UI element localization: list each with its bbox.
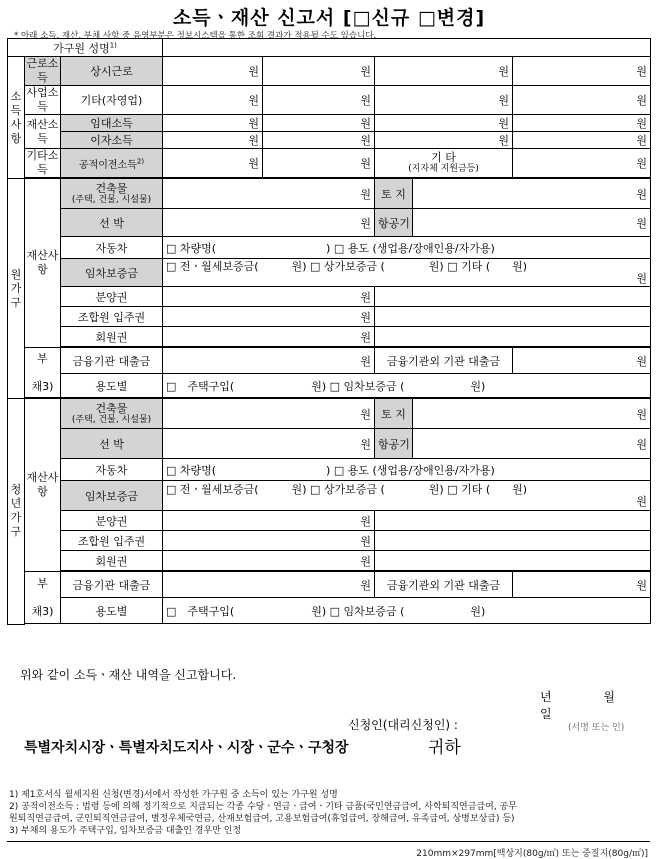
signature-placeholder[interactable]: (서명 또는 인)	[568, 723, 625, 733]
household-name-header: 가구원 성명$^{1)}$	[8, 39, 163, 57]
income-amount[interactable]: 원	[163, 115, 263, 132]
presale-amount[interactable]: 원	[163, 287, 375, 307]
income-amount[interactable]: 원	[163, 149, 263, 178]
original-household-label: 원가구	[8, 179, 25, 399]
union-right-amount[interactable]: 원	[163, 307, 375, 327]
property-section-label: 재산사항	[25, 399, 61, 572]
work-income-label: 근로소득	[25, 57, 61, 86]
form-title: 소득ㆍ재산 신고서 [□신규 □변경]	[172, 7, 486, 29]
income-amount[interactable]: 원	[263, 115, 375, 132]
household-name-field[interactable]	[163, 39, 651, 57]
membership-label: 회원권	[61, 551, 163, 571]
income-amount[interactable]: 원	[263, 57, 375, 86]
aircraft-amount[interactable]: 원	[413, 209, 651, 237]
income-amount[interactable]: 원	[163, 86, 263, 115]
rent-income-label: 임대소득	[61, 115, 163, 132]
land-label: 토 지	[375, 179, 413, 209]
property-income-label: 재산소득	[25, 115, 61, 149]
business-income-label: 사업소득	[25, 86, 61, 115]
loan-nonfinancial-amount[interactable]: 원	[513, 348, 651, 374]
union-right-label: 조합원 입주권	[61, 531, 163, 551]
debt-section-label: 부 채3)	[25, 572, 61, 624]
purpose-options[interactable]: □ 주택구입( 원) □ 임차보증금 ( 원)	[163, 374, 651, 398]
regular-work-label: 상시근로	[61, 57, 163, 86]
footnote-3: 3) 부채의 용도가 주택구입, 임차보증금 대출인 경우만 인정	[9, 826, 242, 836]
property-section-label: 재산사항	[25, 179, 61, 348]
car-options[interactable]: □ 차량명( ) □ 용도 (생업용/장애인용/자가용)	[163, 459, 651, 481]
blank-cell	[375, 327, 651, 347]
income-amount[interactable]: 원	[513, 115, 651, 132]
income-amount[interactable]: 원	[375, 132, 513, 149]
income-amount[interactable]: 원	[513, 132, 651, 149]
youth-household-label: 청년가구	[8, 399, 25, 625]
income-amount[interactable]: 원	[375, 57, 513, 86]
income-amount[interactable]: 원	[263, 86, 375, 115]
purpose-label: 용도별	[61, 374, 163, 398]
footnote-2-cont: 원퇴직연금급여, 군인퇴직연금급여, 별정우체국연금, 산재보험급여, 고용보험급여(휴업급여, 장해급여, 유족급여, 상병보상급) 등)	[9, 814, 515, 824]
recipient-title: 특별자치시장ㆍ특별자치도지사ㆍ시장ㆍ군수ㆍ구청장	[24, 740, 349, 756]
presale-amount[interactable]: 원	[163, 511, 375, 531]
income-group-label: 소득사항	[8, 57, 25, 179]
land-amount[interactable]: 원	[413, 179, 651, 209]
membership-amount[interactable]: 원	[163, 551, 375, 571]
loan-financial-amount[interactable]: 원	[163, 348, 375, 374]
ship-label: 선 박	[61, 429, 163, 459]
blank-cell	[375, 511, 651, 531]
income-asset-table	[7, 38, 651, 625]
income-amount[interactable]: 원	[263, 132, 375, 149]
date-line[interactable]: 년 월 일	[540, 690, 639, 721]
self-employed-label: 기타(자영업)	[61, 86, 163, 115]
loan-nonfinancial-amount[interactable]: 원	[513, 572, 651, 598]
income-amount[interactable]: 원	[163, 57, 263, 86]
blank-cell	[375, 551, 651, 571]
purpose-options[interactable]: □ 주택구입( 원) □ 임차보증금 ( 원)	[163, 598, 651, 624]
deposit-label: 임차보증금	[61, 481, 163, 511]
blank-cell	[375, 531, 651, 551]
deposit-options[interactable]: □ 전ㆍ월세보증금( 원) □ 상가보증금 ( 원) □ 기타 ( 원) 원	[163, 481, 651, 511]
loan-financial-amount[interactable]: 원	[163, 572, 375, 598]
building-label: 건축물 (주택, 건물, 시설물)	[61, 399, 163, 429]
blank-cell	[375, 287, 651, 307]
income-amount[interactable]: 원	[375, 86, 513, 115]
interest-income-label: 이자소득	[61, 132, 163, 149]
aircraft-label: 항공기	[375, 209, 413, 237]
building-amount[interactable]: 원	[163, 399, 375, 429]
other-income-label: 기타소득	[25, 149, 61, 178]
loan-financial-label: 금융기관 대출금	[61, 348, 163, 374]
purpose-label: 용도별	[61, 598, 163, 624]
income-amount[interactable]: 원	[375, 115, 513, 132]
income-amount[interactable]: 원	[513, 57, 651, 86]
income-amount[interactable]: 원	[263, 149, 375, 178]
loan-financial-label: 금융기관 대출금	[61, 572, 163, 598]
car-options[interactable]: □ 차량명( ) □ 용도 (생업용/장애인용/자가용)	[163, 237, 651, 259]
union-right-amount[interactable]: 원	[163, 531, 375, 551]
income-amount[interactable]: 원	[513, 86, 651, 115]
union-right-label: 조합원 입주권	[61, 307, 163, 327]
presale-label: 분양권	[61, 511, 163, 531]
land-label: 토 지	[375, 399, 413, 429]
footnote-2: 2) 공적이전소득 : 법령 등에 의해 정기적으로 지급되는 각종 수당ㆍ연금ㆍ급여ㆍ기타 금품(국민연금급여, 사학퇴직연금급여, 공무	[9, 802, 517, 812]
blank-cell	[375, 307, 651, 327]
ship-amount[interactable]: 원	[163, 209, 375, 237]
presale-label: 분양권	[61, 287, 163, 307]
honorific: 귀하	[428, 738, 461, 758]
land-amount[interactable]: 원	[413, 399, 651, 429]
applicant-label[interactable]: 신청인(대리신청인) :	[348, 718, 458, 732]
declaration-text: 위와 같이 소득ㆍ재산 내역을 신고합니다.	[20, 668, 237, 682]
building-amount[interactable]: 원	[163, 179, 375, 209]
loan-nonfinancial-label: 금융기관외 기관 대출금	[375, 572, 513, 598]
building-label: 건축물 (주택, 건물, 시설물)	[61, 179, 163, 209]
income-amount[interactable]: 원	[513, 149, 651, 178]
deposit-label: 임차보증금	[61, 259, 163, 287]
form-note: * 아래 소득, 재산, 부채 사항 중 음영부분은 정보시스템을 통한 조회 결과가 적용될 수도 있습니다.	[14, 31, 377, 41]
aircraft-amount[interactable]: 원	[413, 429, 651, 459]
public-transfer-label: 공적이전소득$^{2)}$	[61, 149, 163, 178]
ship-label: 선 박	[61, 209, 163, 237]
car-label: 자동차	[61, 237, 163, 259]
paper-spec: 210mm×297mm[백상지(80g/㎡) 또는 중질지(80g/㎡)]	[416, 849, 648, 859]
aircraft-label: 항공기	[375, 429, 413, 459]
bottom-rule	[7, 841, 650, 842]
misc-income-label: 기 타 (지자체 지원금등)	[375, 149, 513, 178]
loan-nonfinancial-label: 금융기관외 기관 대출금	[375, 348, 513, 374]
ship-amount[interactable]: 원	[163, 429, 375, 459]
income-amount[interactable]: 원	[163, 132, 263, 149]
membership-amount[interactable]: 원	[163, 327, 375, 347]
footnote-1: 1) 제1호서식 월세지원 신청(변경)서에서 작성한 가구원 중 소득이 있는 가구원 성명	[9, 790, 338, 800]
car-label: 자동차	[61, 459, 163, 481]
membership-label: 회원권	[61, 327, 163, 347]
deposit-options[interactable]: □ 전ㆍ월세보증금( 원) □ 상가보증금 ( 원) □ 기타 ( 원) 원	[163, 259, 651, 287]
debt-section-label: 부 채3)	[25, 348, 61, 398]
